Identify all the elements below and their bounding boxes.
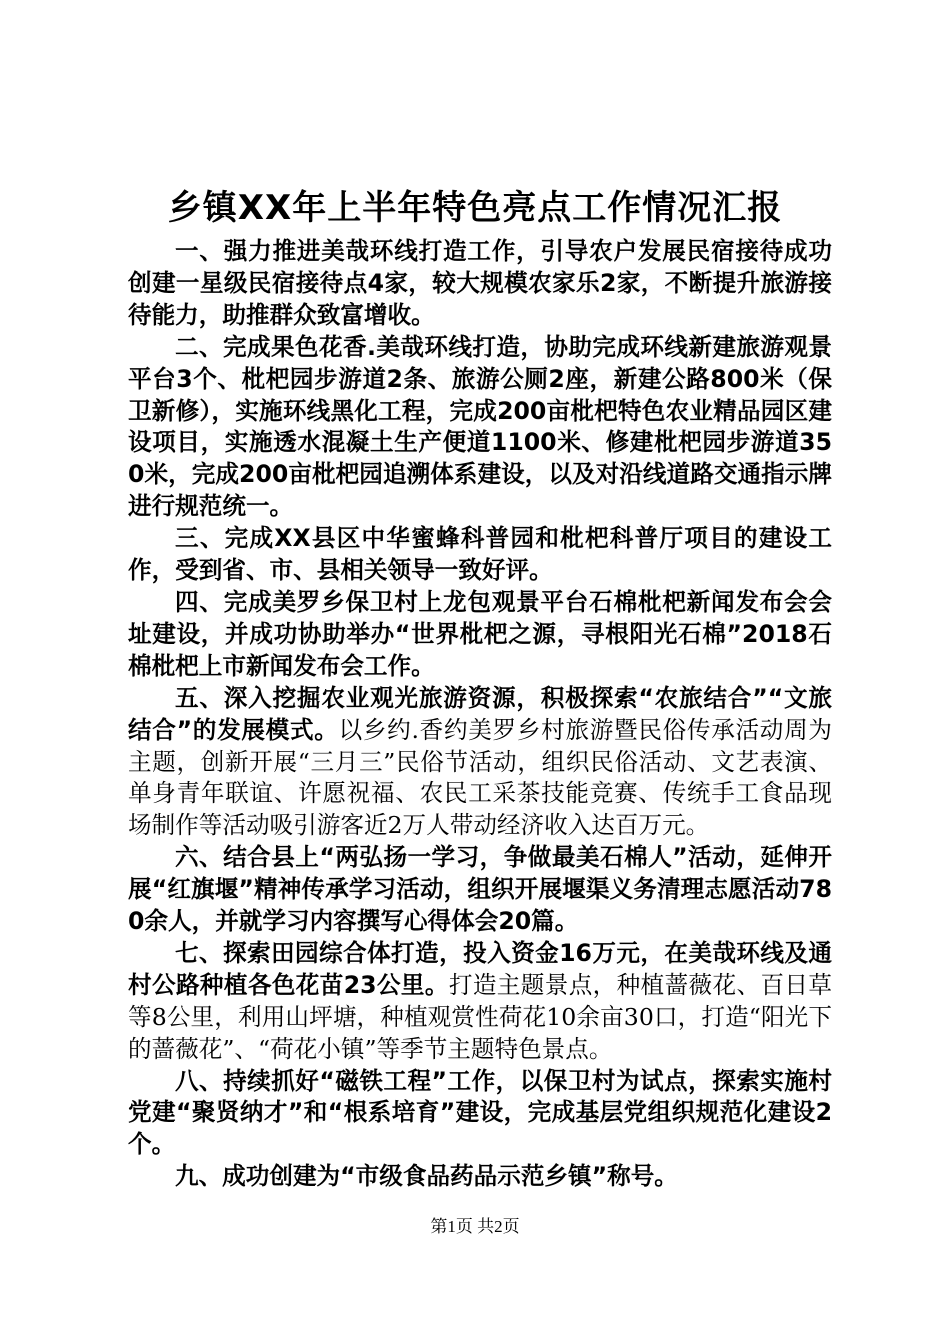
paragraph-7-text: 七、探索田园综合体打造，投入资金16万元，在美哉环线及通村公路种植各色花苗23公里。 xyxy=(128,938,832,999)
paragraph-7-continuation: 打造主题景点，种植蔷薇花、百日草等8公里，利用山坪塘，种植观赏性荷花10余亩30口，打造“阳光下的蔷薇花”、“荷花小镇”等季节主题特色景点。 xyxy=(128,970,832,1063)
paragraph-1-text: 一、强力推进美哉环线打造工作，引导农户发展民宿接待成功创建一星级民宿接待点4家，较大规模农家乐2家，不断提升旅游接待能力，助推群众致富增收。 xyxy=(128,237,832,329)
paragraph-5 xyxy=(128,683,832,843)
paragraph-4 xyxy=(128,587,832,683)
paragraph-9 xyxy=(128,1161,832,1193)
paragraph-6 xyxy=(128,842,832,938)
paragraph-9-text: 九、成功创建为“市级食品药品示范乡镇”称号。 xyxy=(175,1162,678,1191)
document-body xyxy=(128,236,832,1193)
paragraph-7 xyxy=(128,938,832,1066)
paragraph-2-text: 二、完成果色花香.美哉环线打造，协助完成环线新建旅游观景平台3个、枇杷园步游道2条、旅游公厕2座，新建公路800米（保卫新修），实施环线黑化工程，完成200亩枇杷特色农业精品园区建设项目，实施透水混凝土生产便道1100米、修建枇杷园步游道350米，完成200亩枇杷园追溯体系建设，以及对沿线道路交通指示牌进行规范统一。 xyxy=(128,332,832,521)
paragraph-3 xyxy=(128,523,832,587)
paragraph-6-text: 六、结合县上“两弘扬一学习，争做最美石棉人”活动，延伸开展“红旗堰”精神传承学习活动，组织开展堰渠义务清理志愿活动780余人，并就学习内容撰写心得体会20篇。 xyxy=(128,843,832,936)
page-footer: 第1页 共2页 xyxy=(430,1217,520,1236)
page-title: 乡镇XX年上半年特色亮点工作情况汇报 xyxy=(167,188,783,228)
paragraph-5-continuation: 以乡约.香约美罗乡村旅游暨民俗传承活动周为主题，创新开展“三月三”民俗节活动，组织民俗活动、文艺表演、单身青年联谊、许愿祝福、农民工采茶技能竞赛、传统手工食品现场制作等活动吸引游客近2万人带动经济收入达百万元。 xyxy=(128,715,832,840)
paragraph-1 xyxy=(128,236,832,332)
paragraph-3-text: 三、完成XX县区中华蜜蜂科普园和枇杷科普厅项目的建设工作，受到省、市、县相关领导一致好评。 xyxy=(128,524,832,585)
paragraph-8 xyxy=(128,1066,832,1162)
paragraph-8-text: 八、持续抓好“磁铁工程”工作，以保卫村为试点，探索实施村党建“聚贤纳才”和“根系培育”建设，完成基层党组织规范化建设2个。 xyxy=(128,1066,832,1159)
paragraph-5-text: 五、深入挖掘农业观光旅游资源，积极探索“农旅结合”“文旅结合”的发展模式。 xyxy=(128,683,832,744)
paragraph-2 xyxy=(128,332,832,523)
paragraph-4-text: 四、完成美罗乡保卫村上龙包观景平台石棉枇杷新闻发布会会址建设，并成功协助举办“世界枇杷之源，寻根阳光石棉”2018石棉枇杷上市新闻发布会工作。 xyxy=(128,587,832,680)
